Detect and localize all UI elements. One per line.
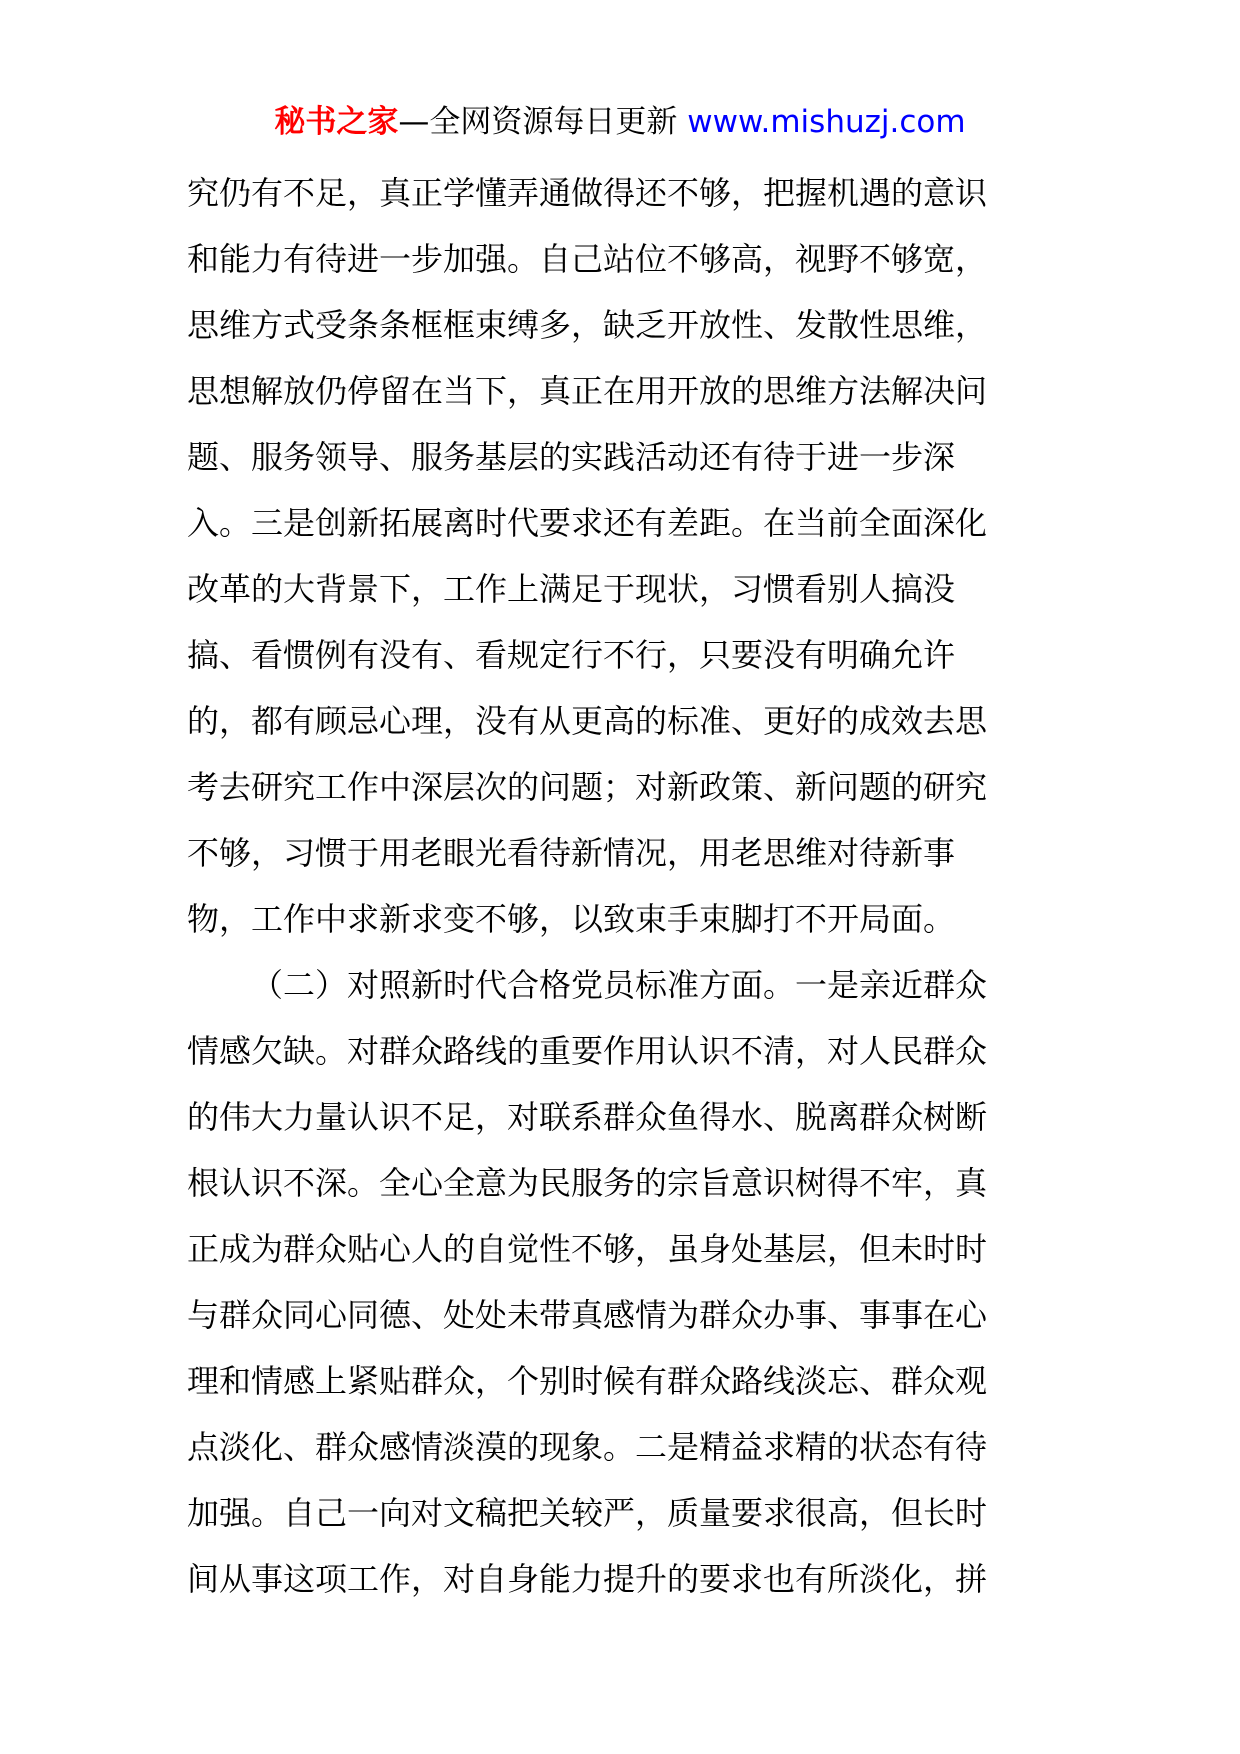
- text-line: 的，都有顾忌心理，没有从更高的标准、更好的成效去思: [187, 702, 988, 740]
- text-line: 改革的大背景下，工作上满足于现状，习惯看别人搞没: [187, 570, 956, 608]
- text-line: 加强。自己一向对文稿把关较严，质量要求很高，但长时: [187, 1494, 988, 1532]
- text-line: 情感欠缺。对群众路线的重要作用认识不清，对人民群众: [187, 1032, 988, 1070]
- site-header: [0, 100, 1240, 144]
- text-line: 点淡化、群众感情淡漠的现象。二是精益求精的状态有待: [187, 1428, 988, 1466]
- text-line: 题、服务领导、服务基层的实践活动还有待于进一步深: [187, 438, 956, 476]
- text-line: 思想解放仍停留在当下，真正在用开放的思维方法解决问: [187, 372, 988, 410]
- text-line: 间从事这项工作，对自身能力提升的要求也有所淡化，拼: [187, 1560, 988, 1598]
- text-line: 思维方式受条条框框束缚多，缺乏开放性、发散性思维，: [187, 306, 988, 344]
- text-line: 正成为群众贴心人的自觉性不够，虽身处基层，但未时时: [187, 1230, 988, 1268]
- text-line: 和能力有待进一步加强。自己站位不够高，视野不够宽，: [187, 240, 988, 278]
- header-tagline: —全网资源每日更新: [398, 104, 688, 140]
- text-line: 究仍有不足，真正学懂弄通做得还不够，把握机遇的意识: [187, 174, 988, 212]
- document-body: [187, 160, 1057, 1612]
- site-url-link[interactable]: www.mishuzj.com: [687, 104, 966, 140]
- text-line: 入。三是创新拓展离时代要求还有差距。在当前全面深化: [187, 504, 988, 542]
- paragraph-start-line: （二）对照新时代合格党员标准方面。一是亲近群众: [251, 966, 988, 1004]
- text-line: 的伟大力量认识不足，对联系群众鱼得水、脱离群众树断: [187, 1098, 988, 1136]
- text-line: 考去研究工作中深层次的问题；对新政策、新问题的研究: [187, 768, 988, 806]
- text-line: 搞、看惯例有没有、看规定行不行，只要没有明确允许: [187, 636, 956, 674]
- text-line: 不够，习惯于用老眼光看待新情况，用老思维对待新事: [187, 834, 956, 872]
- text-line: 理和情感上紧贴群众，个别时候有群众路线淡忘、群众观: [187, 1362, 988, 1400]
- text-line: 物，工作中求新求变不够，以致束手束脚打不开局面。: [187, 900, 956, 938]
- brand-name: 秘书之家: [274, 104, 399, 140]
- text-line: 与群众同心同德、处处未带真感情为群众办事、事事在心: [187, 1296, 988, 1334]
- text-line: 根认识不深。全心全意为民服务的宗旨意识树得不牢，真: [187, 1164, 988, 1202]
